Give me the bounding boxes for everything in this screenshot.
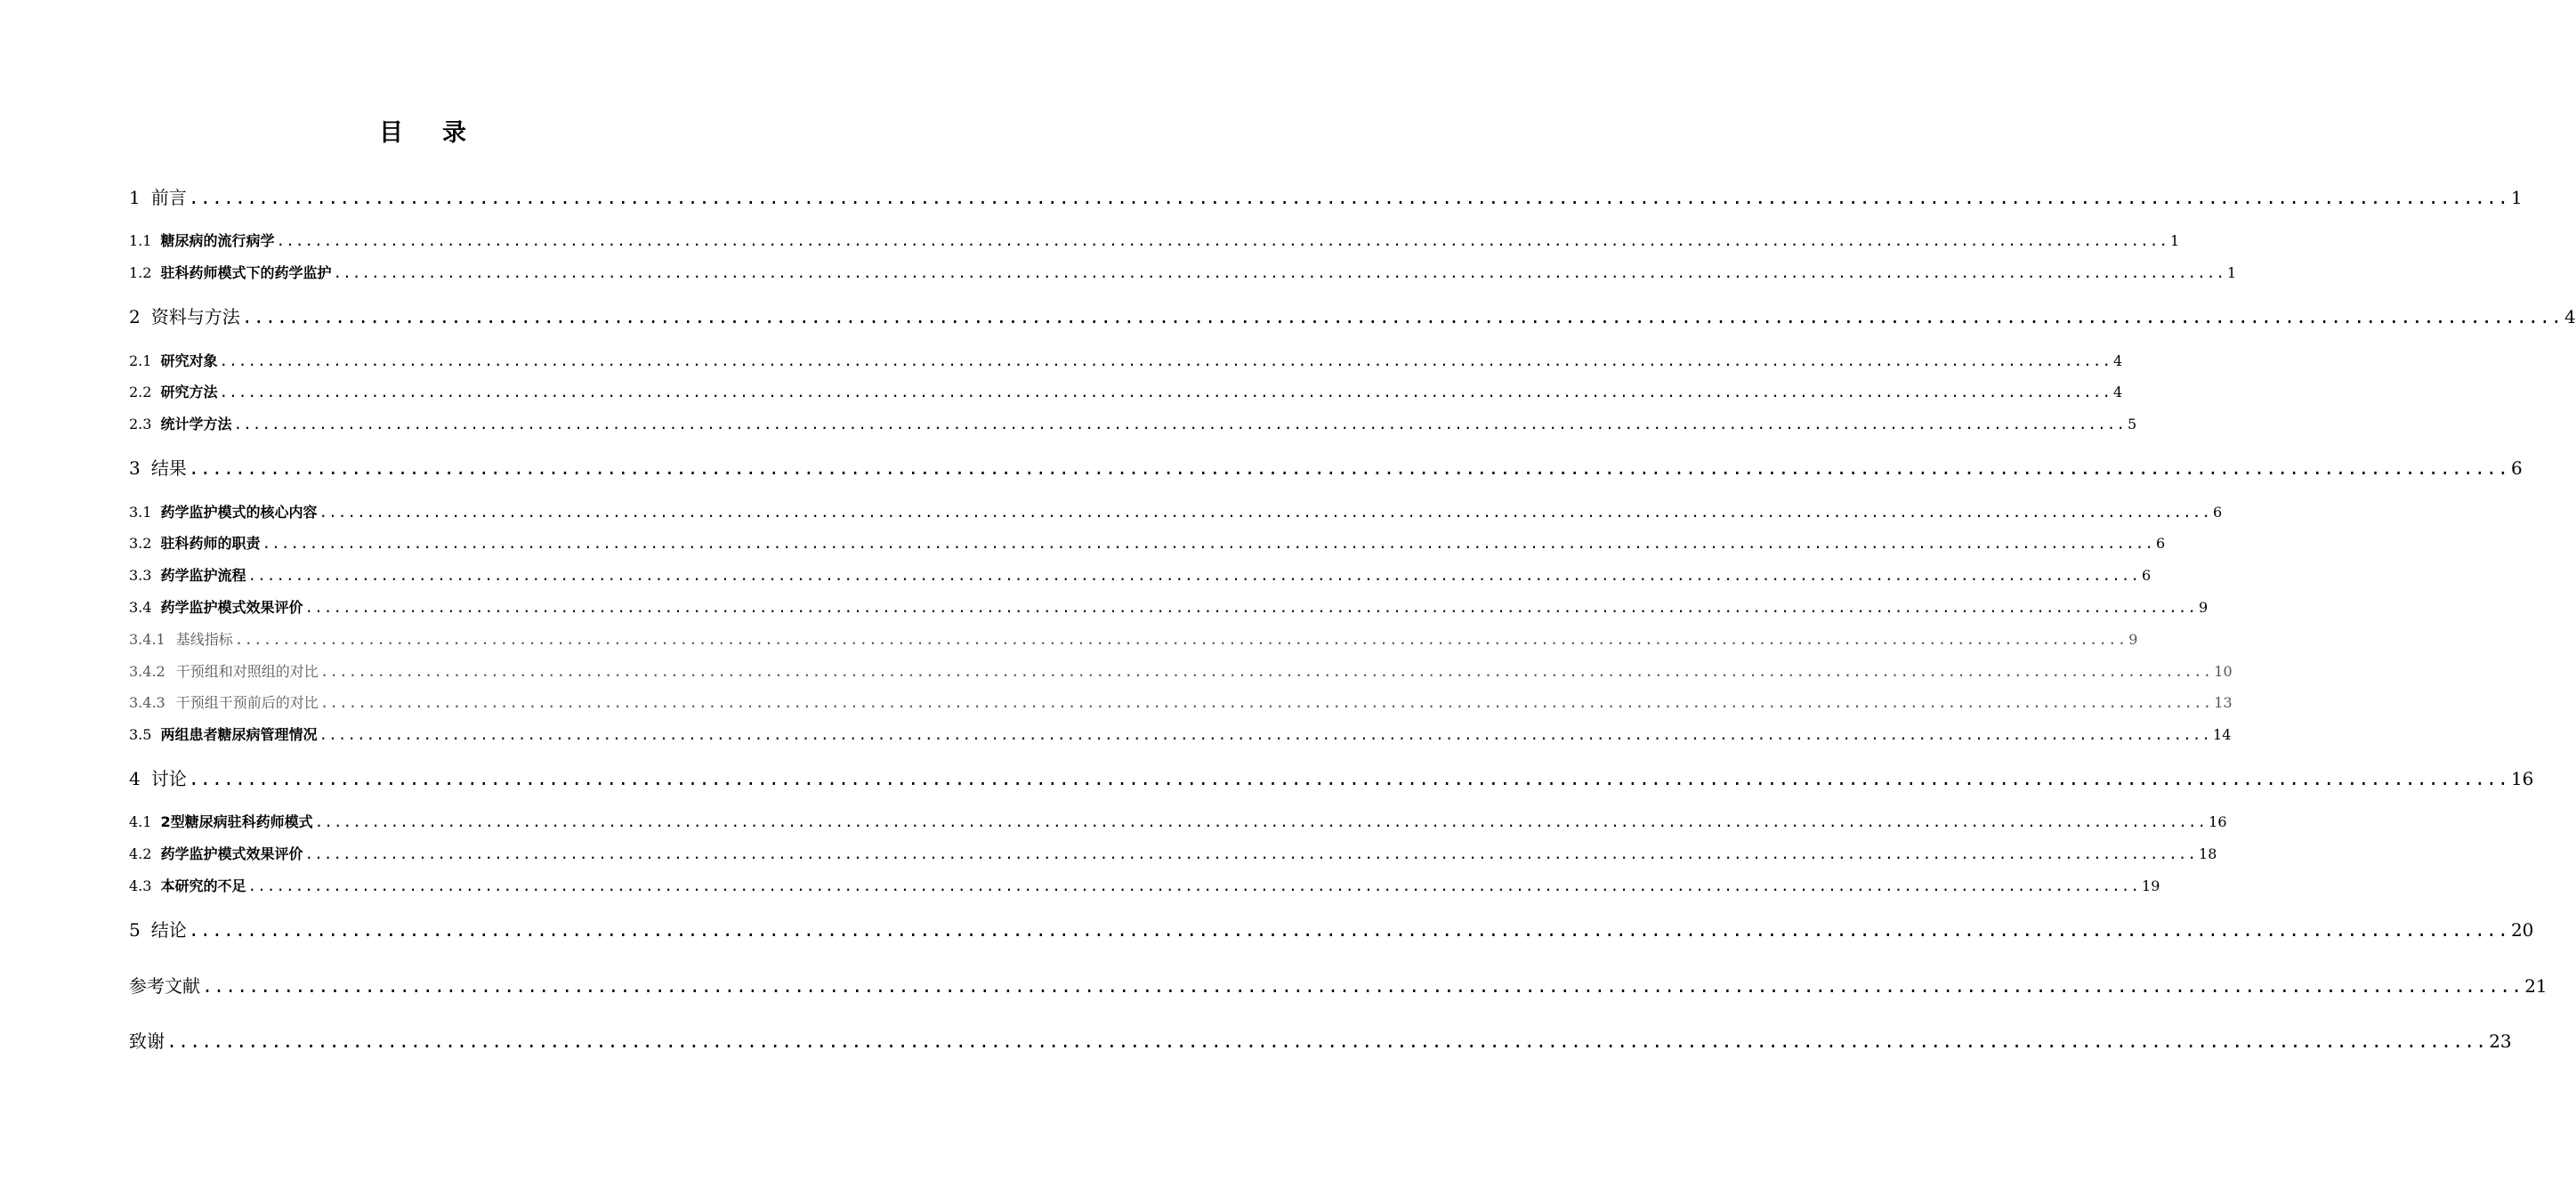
toc-entry-page: 10: [2214, 663, 2233, 680]
toc-entry-label: 结论: [150, 919, 187, 941]
dot-leader: ........................................................................................................................................................................................................: [247, 567, 2141, 584]
toc-entry-label: 研究方法: [160, 384, 218, 400]
toc-entry-page: 4: [2113, 384, 2123, 400]
toc-entry-number: 4.3: [129, 877, 152, 894]
toc-entry-label: 基线指标: [175, 631, 233, 648]
dot-leader: ........................................................................................................................................................................................................: [319, 726, 2212, 743]
toc-entry-label: 参考文献: [129, 975, 200, 997]
toc-entry-acknowledgements[interactable]: [129, 1029, 2512, 1054]
toc-entry-page: 5: [2128, 416, 2137, 432]
toc-entry-number: 1: [129, 187, 141, 208]
toc-entry-page: 16: [2209, 813, 2227, 830]
toc-entry-label: 讨论: [150, 768, 187, 789]
toc-entry-page: 9: [2128, 631, 2138, 648]
toc-entry-3-5[interactable]: [129, 725, 2232, 745]
toc-entry-3-4[interactable]: [129, 598, 2209, 618]
toc-entry-number: 2.3: [129, 416, 152, 432]
dot-leader: ........................................................................................................................................................................................................: [319, 663, 2213, 680]
toc-entry-1-1[interactable]: [129, 231, 2180, 251]
dot-leader: ........................................................................................................................................................................................................: [188, 768, 2509, 789]
toc-entry-label: 统计学方法: [160, 416, 232, 432]
dot-leader: ........................................................................................................................................................................................................: [262, 535, 2155, 552]
toc-entry-label: 研究对象: [160, 352, 218, 369]
toc-entry-number: 1.1: [129, 232, 152, 249]
toc-entry-page: 1: [2227, 264, 2237, 281]
dot-leader: ........................................................................................................................................................................................................: [314, 813, 2208, 830]
toc-entry-2-2[interactable]: [129, 383, 2123, 402]
toc-entry-page: 14: [2213, 726, 2232, 743]
toc-entry-label: 药学监护模式效果评价: [160, 599, 303, 616]
dot-leader: ........................................................................................................................................................................................................: [166, 1030, 2488, 1052]
toc-entry-number: 1.2: [129, 264, 152, 281]
toc-entry-2-1[interactable]: [129, 352, 2123, 371]
dot-leader: ........................................................................................................................................................................................................: [219, 352, 2112, 369]
toc-entry-page: 16: [2510, 768, 2534, 789]
dot-leader: ........................................................................................................................................................................................................: [188, 919, 2509, 941]
toc-entry-page: 4: [2113, 352, 2123, 369]
toc-entry-page: 6: [2213, 504, 2223, 521]
toc-entry-number: 3.4.1: [129, 631, 166, 648]
dot-leader: ........................................................................................................................................................................................................: [188, 457, 2509, 479]
toc-entry-number: 3.1: [129, 504, 152, 521]
toc-entry-3-4-1[interactable]: [129, 630, 2138, 650]
toc-entry-label: 2型糖尿病驻科药师模式: [160, 813, 313, 830]
dot-leader: ........................................................................................................................................................................................................: [304, 599, 2198, 616]
toc-entry-number: 3.2: [129, 535, 152, 552]
toc-entry-number: 3.4: [129, 599, 152, 616]
toc-entry-page: 13: [2214, 694, 2233, 711]
toc-entry-number: 2.2: [129, 384, 152, 400]
toc-entry-1-2[interactable]: [129, 263, 2237, 283]
toc-entry-number: 2.1: [129, 352, 152, 369]
toc-entry-page: 9: [2199, 599, 2209, 616]
toc-entry-label: 结果: [150, 457, 187, 479]
toc-entry-5[interactable]: [129, 917, 2534, 942]
toc-entry-3-3[interactable]: [129, 566, 2152, 586]
dot-leader: ........................................................................................................................................................................................................: [188, 187, 2509, 208]
toc-entry-label: 两组患者糖尿病管理情况: [160, 726, 318, 743]
toc-entry-label: 驻科药师模式下的药学监护: [160, 264, 332, 281]
toc-entry-3-4-2[interactable]: [129, 662, 2233, 682]
toc-entry-references[interactable]: [129, 974, 2548, 998]
dot-leader: ........................................................................................................................................................................................................: [202, 975, 2524, 997]
toc-entry-page: 20: [2510, 919, 2534, 941]
toc-entry-3-1[interactable]: [129, 503, 2223, 522]
toc-entry-page: 6: [2156, 535, 2166, 552]
toc-entry-number: 5: [129, 919, 141, 941]
toc-entry-3-4-3[interactable]: [129, 693, 2233, 713]
dot-leader: ........................................................................................................................................................................................................: [276, 232, 2169, 249]
dot-leader: ........................................................................................................................................................................................................: [234, 631, 2128, 648]
toc-entry-number: 3.3: [129, 567, 152, 584]
dot-leader: ........................................................................................................................................................................................................: [319, 504, 2212, 521]
toc-entry-page: 1: [2510, 187, 2523, 208]
toc-entry-number: 4.1: [129, 813, 152, 830]
toc-entry-1[interactable]: [129, 185, 2523, 210]
toc-entry-4-3[interactable]: [129, 877, 2160, 896]
dot-leader: ........................................................................................................................................................................................................: [304, 845, 2198, 862]
toc-entry-3[interactable]: [129, 456, 2523, 481]
toc-entry-4[interactable]: [129, 766, 2534, 791]
dot-leader: ........................................................................................................................................................................................................: [319, 694, 2213, 711]
toc-title: 目录: [379, 119, 505, 147]
toc-entry-number: 3.5: [129, 726, 152, 743]
toc-entry-label: 前言: [150, 187, 187, 208]
toc-entry-page: 4: [2564, 306, 2576, 327]
toc-entry-page: 21: [2524, 975, 2548, 997]
toc-entry-number: 3.4.3: [129, 694, 166, 711]
toc-entry-4-1[interactable]: [129, 812, 2227, 832]
toc-entry-page: 1: [2170, 232, 2180, 249]
toc-entry-page: 19: [2142, 877, 2160, 894]
dot-leader: ........................................................................................................................................................................................................: [333, 264, 2226, 281]
toc-entry-label: 药学监护模式的核心内容: [160, 504, 318, 521]
toc-entry-number: 2: [129, 306, 141, 327]
toc-entry-label: 致谢: [129, 1030, 165, 1052]
toc-entry-page: 18: [2199, 845, 2217, 862]
toc-entry-number: 3: [129, 457, 141, 479]
toc-entry-label: 干预组和对照组的对比: [175, 663, 319, 680]
toc-entry-label: 干预组干预前后的对比: [175, 694, 319, 711]
toc-entry-label: 驻科药师的职责: [160, 535, 261, 552]
dot-leader: ........................................................................................................................................................................................................: [247, 877, 2141, 894]
dot-leader: ........................................................................................................................................................................................................: [241, 306, 2563, 327]
toc-entry-number: 3.4.2: [129, 663, 166, 680]
dot-leader: ........................................................................................................................................................................................................: [219, 384, 2112, 400]
toc-entry-4-2[interactable]: [129, 844, 2217, 864]
toc-entry-page: 6: [2510, 457, 2523, 479]
toc-entry-number: 4.2: [129, 845, 152, 862]
dot-leader: ........................................................................................................................................................................................................: [233, 416, 2127, 432]
toc-entry-label: 糖尿病的流行病学: [160, 232, 275, 249]
toc-entry-2[interactable]: [129, 304, 2576, 329]
toc-entry-page: 23: [2489, 1030, 2512, 1052]
toc-entry-2-3[interactable]: [129, 415, 2137, 434]
toc-entry-3-2[interactable]: [129, 534, 2166, 554]
toc-entry-number: 4: [129, 768, 141, 789]
toc-entry-label: 本研究的不足: [160, 877, 246, 894]
toc-entry-label: 资料与方法: [150, 306, 240, 327]
toc-entry-label: 药学监护模式效果评价: [160, 845, 303, 862]
toc-entry-label: 药学监护流程: [160, 567, 246, 584]
toc-entry-page: 6: [2142, 567, 2152, 584]
